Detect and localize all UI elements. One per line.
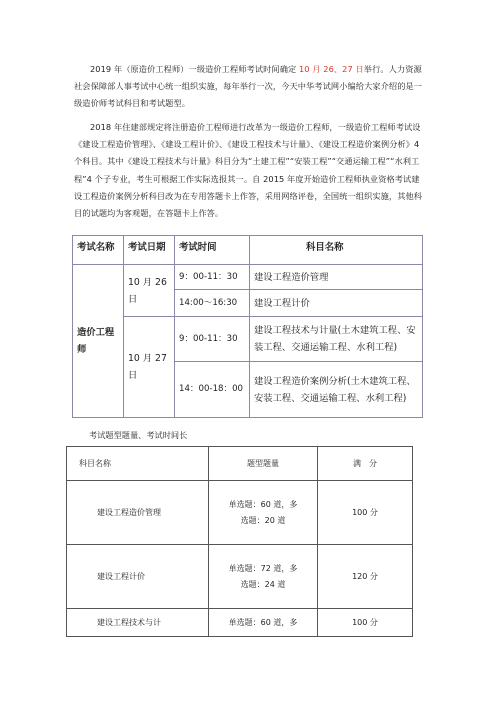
- schedule-header-row: [73, 236, 423, 265]
- table-caption: 考试题型题量、考试时间长: [89, 430, 188, 440]
- types-row: [67, 545, 413, 609]
- subject-cell: 建设工程造价案例分析(土木建筑工程、安装工程、交通运输工程、水利工程): [250, 362, 423, 418]
- intro-paragraph-2: 2018 年住建部规定将注册造价工程师进行改革为一级造价工程师，一级造价工程师考试设《建设工程造价管理》、《建设工程计价》、《建设工程技术与计量》、《建设工程造价案例分析》4 个科目。其中《建设工程技术与计量》科目分为“土建工程”“安装工程”“交通运输工程”“水利工程”4 个子专业，考生可根据工作实际选报其一。自 2015 年度开始造价工程师执业资格考试建设工程造价案例分析科目改为在专用答题卡上作答，采用网络评卷，全国统一组织实施，其他科目的试题均为客观题，在答题卡上作答。: [74, 122, 423, 219]
- intro-p1-before: 2019 年（原造价工程师）一级造价工程师考试时间确定: [90, 64, 299, 74]
- types-header-row: [67, 447, 413, 481]
- question-type-line: 选题：20 道: [240, 515, 286, 525]
- header-full-score: 满 分: [318, 447, 413, 481]
- schedule-row: [73, 265, 423, 290]
- question-type-line: 选题：24 道: [240, 579, 286, 589]
- full-score-cell: 100 分: [318, 609, 413, 637]
- types-row: [67, 609, 413, 637]
- exam-schedule-table: [72, 235, 423, 418]
- full-score-cell: 100 分: [318, 481, 413, 545]
- subject-name-cell: 建设工程技术与计: [67, 609, 209, 637]
- header-subject: 科目名称: [250, 236, 423, 265]
- subject-cell: 建设工程计价: [250, 290, 423, 317]
- exam-name-cell: 造价工程师: [73, 265, 124, 418]
- header-exam-date: 考试日期: [124, 236, 175, 265]
- schedule-row: [73, 317, 423, 362]
- exam-time-cell: 9：00-11：30: [175, 317, 250, 362]
- question-type-line: 单选题：72 道，多: [228, 563, 298, 573]
- exam-day-2: 10 月 27 日: [124, 317, 175, 418]
- question-types-table: [66, 446, 413, 637]
- exam-time-cell: 9：00-11：30: [175, 265, 250, 290]
- question-type-cell: 单选题：60 道，多: [209, 609, 318, 637]
- header-question-types: 题型题量: [209, 447, 318, 481]
- subject-cell: 建设工程造价管理: [250, 265, 423, 290]
- header-subject-name: 科目名称: [67, 447, 209, 481]
- types-row: [67, 481, 413, 545]
- exam-time-cell: 14：00-18：00: [175, 362, 250, 418]
- subject-name-cell: 建设工程计价: [67, 545, 209, 609]
- full-score-cell: 120 分: [318, 545, 413, 609]
- exam-time-cell: 14:00～16:30: [175, 290, 250, 317]
- exam-day-1: 10 月 26 日: [124, 265, 175, 317]
- question-type-line: 单选题：60 道，多: [228, 499, 298, 509]
- question-type-cell: [209, 545, 318, 609]
- question-type-cell: [209, 481, 318, 545]
- subject-cell: 建设工程技术与计量(土木建筑工程、安装工程、交通运输工程、水利工程): [250, 317, 423, 362]
- header-exam-name: 考试名称: [73, 236, 124, 265]
- exam-dates-highlight: 10 月 26、27 日: [298, 64, 364, 74]
- intro-p1-after: 举行。人力资源社会保障部人事考试中心统一组织实施，每年举行一次，今天中华考试网小编给大家介绍的是一级造价师考试科目和考试题型。: [74, 64, 423, 109]
- intro-paragraph-1: [74, 61, 424, 113]
- subject-name-cell: 建设工程造价管理: [67, 481, 209, 545]
- header-exam-time: 考试时间: [175, 236, 250, 265]
